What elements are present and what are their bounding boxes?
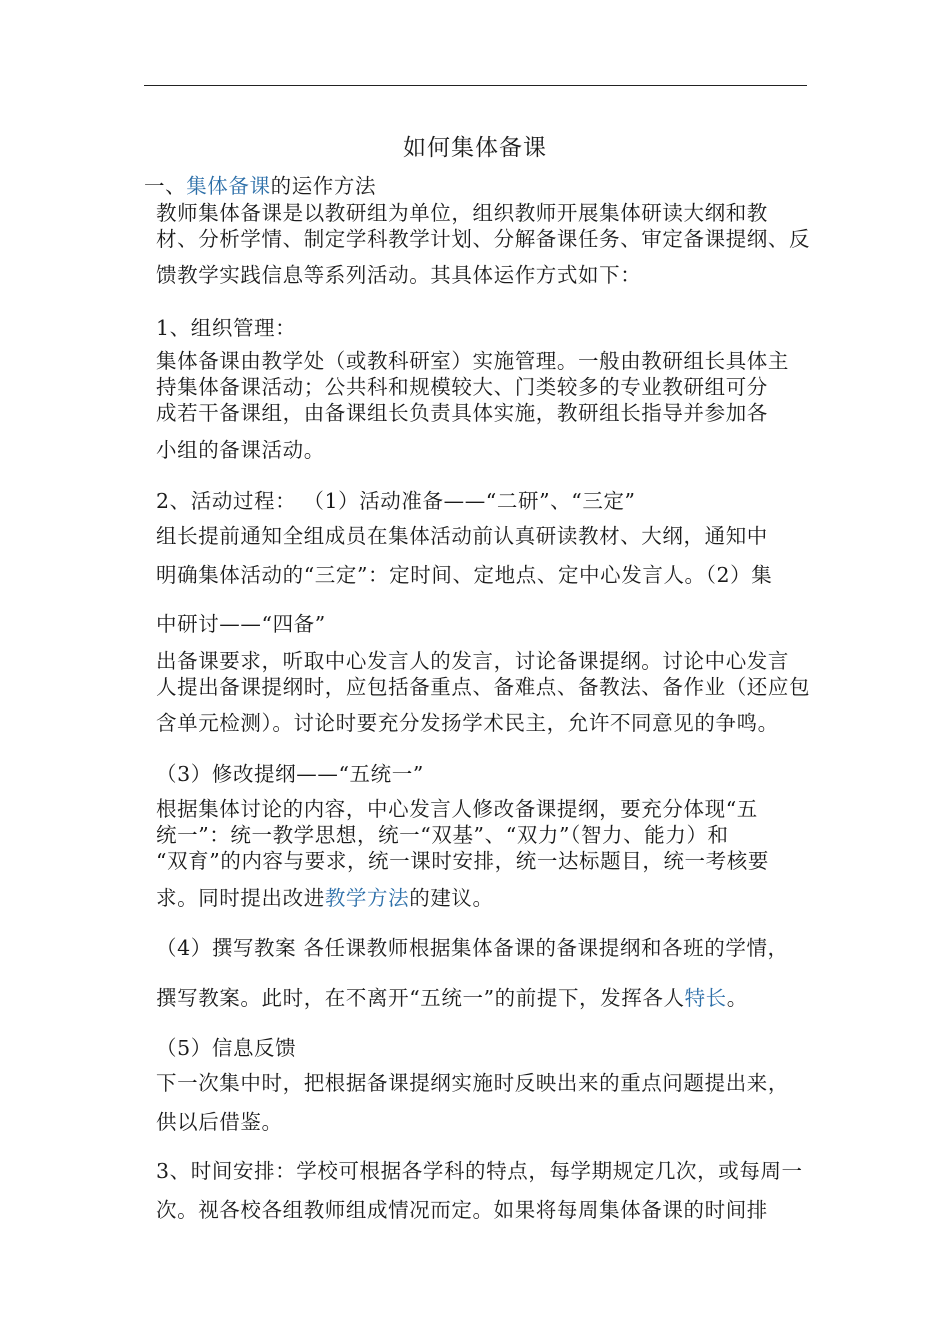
item1-line: 小组的备课活动。 <box>156 438 325 462</box>
item2-line: 组长提前通知全组成员在集体活动前认真研读教材、大纲，通知中 <box>156 524 768 548</box>
step4-line2-suffix: 。 <box>726 986 748 1010</box>
intro-line: 材、分析学情、制定学科教学计划、分解备课任务、审定备课提纲、反 <box>156 227 811 251</box>
step4-line2-prefix: 撰写教案。此时，在不离开“五统一”的前提下，发挥各人 <box>156 986 685 1010</box>
collective-lesson-prep-link[interactable]: 集体备课 <box>186 174 271 198</box>
item3-line: 3、时间安排：学校可根据各学科的特点，每学期规定几次，或每周一 <box>156 1159 803 1183</box>
specialty-link[interactable]: 特长 <box>684 986 727 1010</box>
intro-line: 馈教学实践信息等系列活动。其具体运作方式如下： <box>156 263 642 287</box>
teaching-method-link[interactable]: 教学方法 <box>324 886 410 910</box>
step5-line: 供以后借鉴。 <box>156 1110 283 1134</box>
item2-line: 含单元检测）。讨论时要充分发扬学术民主，允许不同意见的争鸣。 <box>156 711 779 735</box>
step5-line: 下一次集中时，把根据备课提纲实施时反映出来的重点问题提出来， <box>156 1071 789 1095</box>
step3-last-line <box>156 884 494 912</box>
item1-heading: 1、组织管理： <box>156 316 297 340</box>
step3-last-suffix: 的建议。 <box>409 886 494 910</box>
step3-heading: （3）修改提纲——“五统一” <box>156 762 424 786</box>
item1-line: 成若干备课组，由备课组长负责具体实施，教研组长指导并参加各 <box>156 401 768 425</box>
section1-prefix: 一、 <box>144 174 187 198</box>
step4-line: （4）撰写教案 各任课教师根据集体备课的备课提纲和各班的学情， <box>156 936 789 960</box>
item1-line: 集体备课由教学处（或教科研室）实施管理。一般由教研组长具体主 <box>156 349 789 373</box>
step3-line: 统一”：统一教学思想，统一“双基”、“双力”（智力、能力）和 <box>156 823 729 847</box>
item1-line: 持集体备课活动；公共科和规模较大、门类较多的专业教研组可分 <box>156 375 768 399</box>
section1-suffix: 的运作方法 <box>270 174 377 198</box>
intro-line: 教师集体备课是以教研组为单位，组织教师开展集体研读大纲和教 <box>156 201 768 225</box>
header-rule <box>144 85 807 86</box>
step3-line: “双育”的内容与要求，统一课时安排，统一达标题目，统一考核要 <box>156 849 769 873</box>
document-title: 如何集体备课 <box>403 135 547 161</box>
step3-last-prefix: 求。同时提出改进 <box>156 886 325 910</box>
item2-heading: 2、活动过程： （1）活动准备——“二研”、“三定” <box>156 489 636 513</box>
step5-heading: （5）信息反馈 <box>156 1036 297 1060</box>
item2-line: 出备课要求，听取中心发言人的发言，讨论备课提纲。讨论中心发言 <box>156 649 789 673</box>
item3-line: 次。视各校各组教师组成情况而定。如果将每周集体备课的时间排 <box>156 1198 768 1222</box>
item2-line: 明确集体活动的“三定”：定时间、定地点、定中心发言人。（2）集 <box>156 563 773 587</box>
item2-line: 中研讨——“四备” <box>156 612 326 636</box>
step3-line: 根据集体讨论的内容，中心发言人修改备课提纲，要充分体现“五 <box>156 797 758 821</box>
section1-heading <box>144 172 376 200</box>
step4-line2 <box>156 984 748 1012</box>
item2-line: 人提出备课提纲时，应包括备重点、备难点、备教法、备作业（还应包 <box>156 675 811 699</box>
